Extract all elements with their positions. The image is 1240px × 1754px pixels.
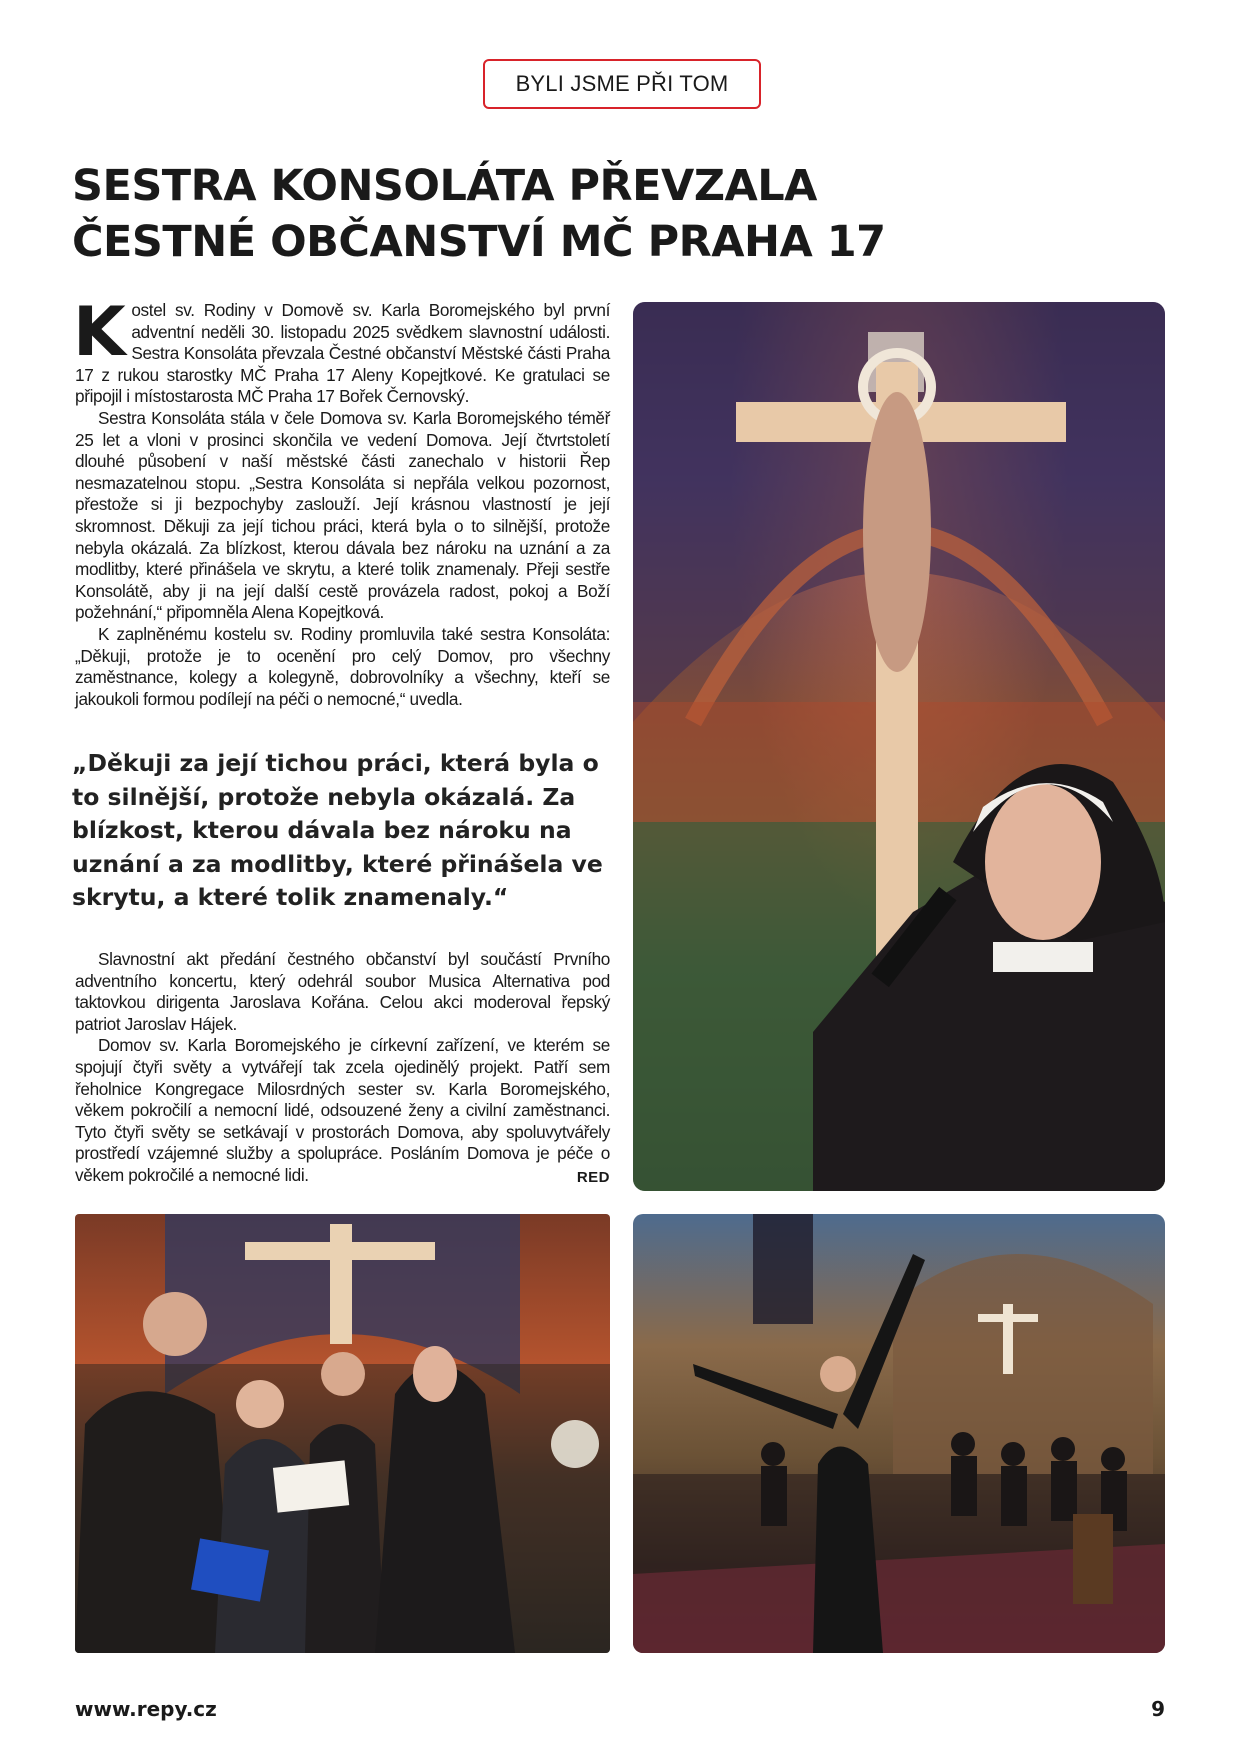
author-signature: RED — [576, 1168, 610, 1186]
section-tag: BYLI JSME PŘI TOM — [483, 59, 761, 109]
orchestra-concert-photo — [633, 1214, 1165, 1653]
paragraph-5: Domov sv. Karla Boromejského je církevní zařízení, ve kterém se spojují čtyři světy a vytvářejí tak zcela ojedinělý projekt. Patří sem řeholnice Kongregace Milosrdných sester sv. Karla Boromejského, věkem pokročilí a nemocní lidé, odsouzené ženy a civilní zaměstnanci. Tyto čtyři světy se setkávají v prostorách Domova, aby spoluvytvářely prostředí vzájemné služby a spolupráce. Posláním Domova je péče o věkem pokročilé a nemocné lidi. RED — [75, 1035, 610, 1186]
headline-line-2: ČESTNÉ OBČANSTVÍ MČ PRAHA 17 — [72, 217, 886, 267]
article-body-top — [73, 293, 610, 710]
award-ceremony-photo — [75, 1214, 610, 1653]
crucifix-figure — [863, 392, 931, 672]
man-left — [75, 1391, 235, 1653]
man-center — [305, 1424, 385, 1653]
footer-url[interactable]: www.repy.cz — [75, 1697, 217, 1721]
article-body-bottom — [75, 949, 610, 1189]
concert-illustration — [633, 1214, 1165, 1653]
page-number: 9 — [1151, 1697, 1165, 1721]
ceremony-illustration — [75, 1214, 610, 1653]
paragraph-4: Slavnostní akt předání čestného občanství byl součástí Prvního adventního koncertu, který odehrál soubor Musica Alternativa pod taktovkou dirigenta Jaroslava Kořána. Celou akci moderoval řepský patriot Jaroslav Hájek. — [75, 949, 610, 1034]
paragraph-2: Sestra Konsoláta stála v čele Domova sv. Karla Boromejského téměř 25 let a vloni v prosinci skončila ve vedení Domova. Její čtvrtstoletí dlouhé působení v naší městské části zanechalo v historii Řep nesmazatelnou stopu. „Sestra Konsoláta si nepřála velkou pozornost, přestože si ji bezpochyby zaslouží. Její krásnou vlastností je její skromnost. Děkuji za její tichou práci, která byla o to silnější, protože nebyla okázalá. Za blízkost, kterou dávala bez nároku na uznání a za modlitby, které přinášela ve skrytu, a které tolik znamenaly. Přeji sestře Konsolátě, aby ji na její další cestě provázela radost, pokoj a Boží požehnání,“ připomněla Alena Kopejtková. — [75, 407, 610, 623]
paragraph-3: K zaplněnému kostelu sv. Rodiny promluvila také sestra Konsoláta: „Děkuji, protože je to ocenění pro celý Domov, pro všechny zaměstnance, kolegy a kolegyně, dobrovolníky a všechny, kteří se jakoukoli formou podílejí na péči o nemocné,“ uvedla. — [75, 623, 610, 709]
nun-face — [985, 784, 1101, 940]
nun-speaking-photo — [633, 302, 1165, 1191]
headline-line-1: SESTRA KONSOLÁTA PŘEVZALA — [72, 161, 817, 211]
church-interior-illustration — [633, 302, 1165, 1191]
certificate — [273, 1460, 349, 1512]
paragraph-1: Kostel sv. Rodiny v Domově sv. Karla Boromejského byl první adventní neděli 30. listopadu 2025 svědkem slavnostní události. Sestra Konsoláta převzala Čestné občanství Městské části Praha 17 z rukou starostky MČ Praha 17 Aleny Kopejtkové. Ke gratulaci se připojil i místostarosta MČ Praha 17 Bořek Černovský. — [73, 293, 610, 407]
cello — [1073, 1514, 1113, 1604]
pull-quote: „Děkuji za její tichou práci, která byla o to silnější, protože nebyla okázalá. Za blízkost, kterou dávala bez nároku na uznání a za modlitby, které přinášela ve skrytu, a které tolik znamenaly.“ — [72, 749, 603, 911]
dropcap: K — [73, 293, 126, 372]
article-headline — [72, 158, 1172, 270]
